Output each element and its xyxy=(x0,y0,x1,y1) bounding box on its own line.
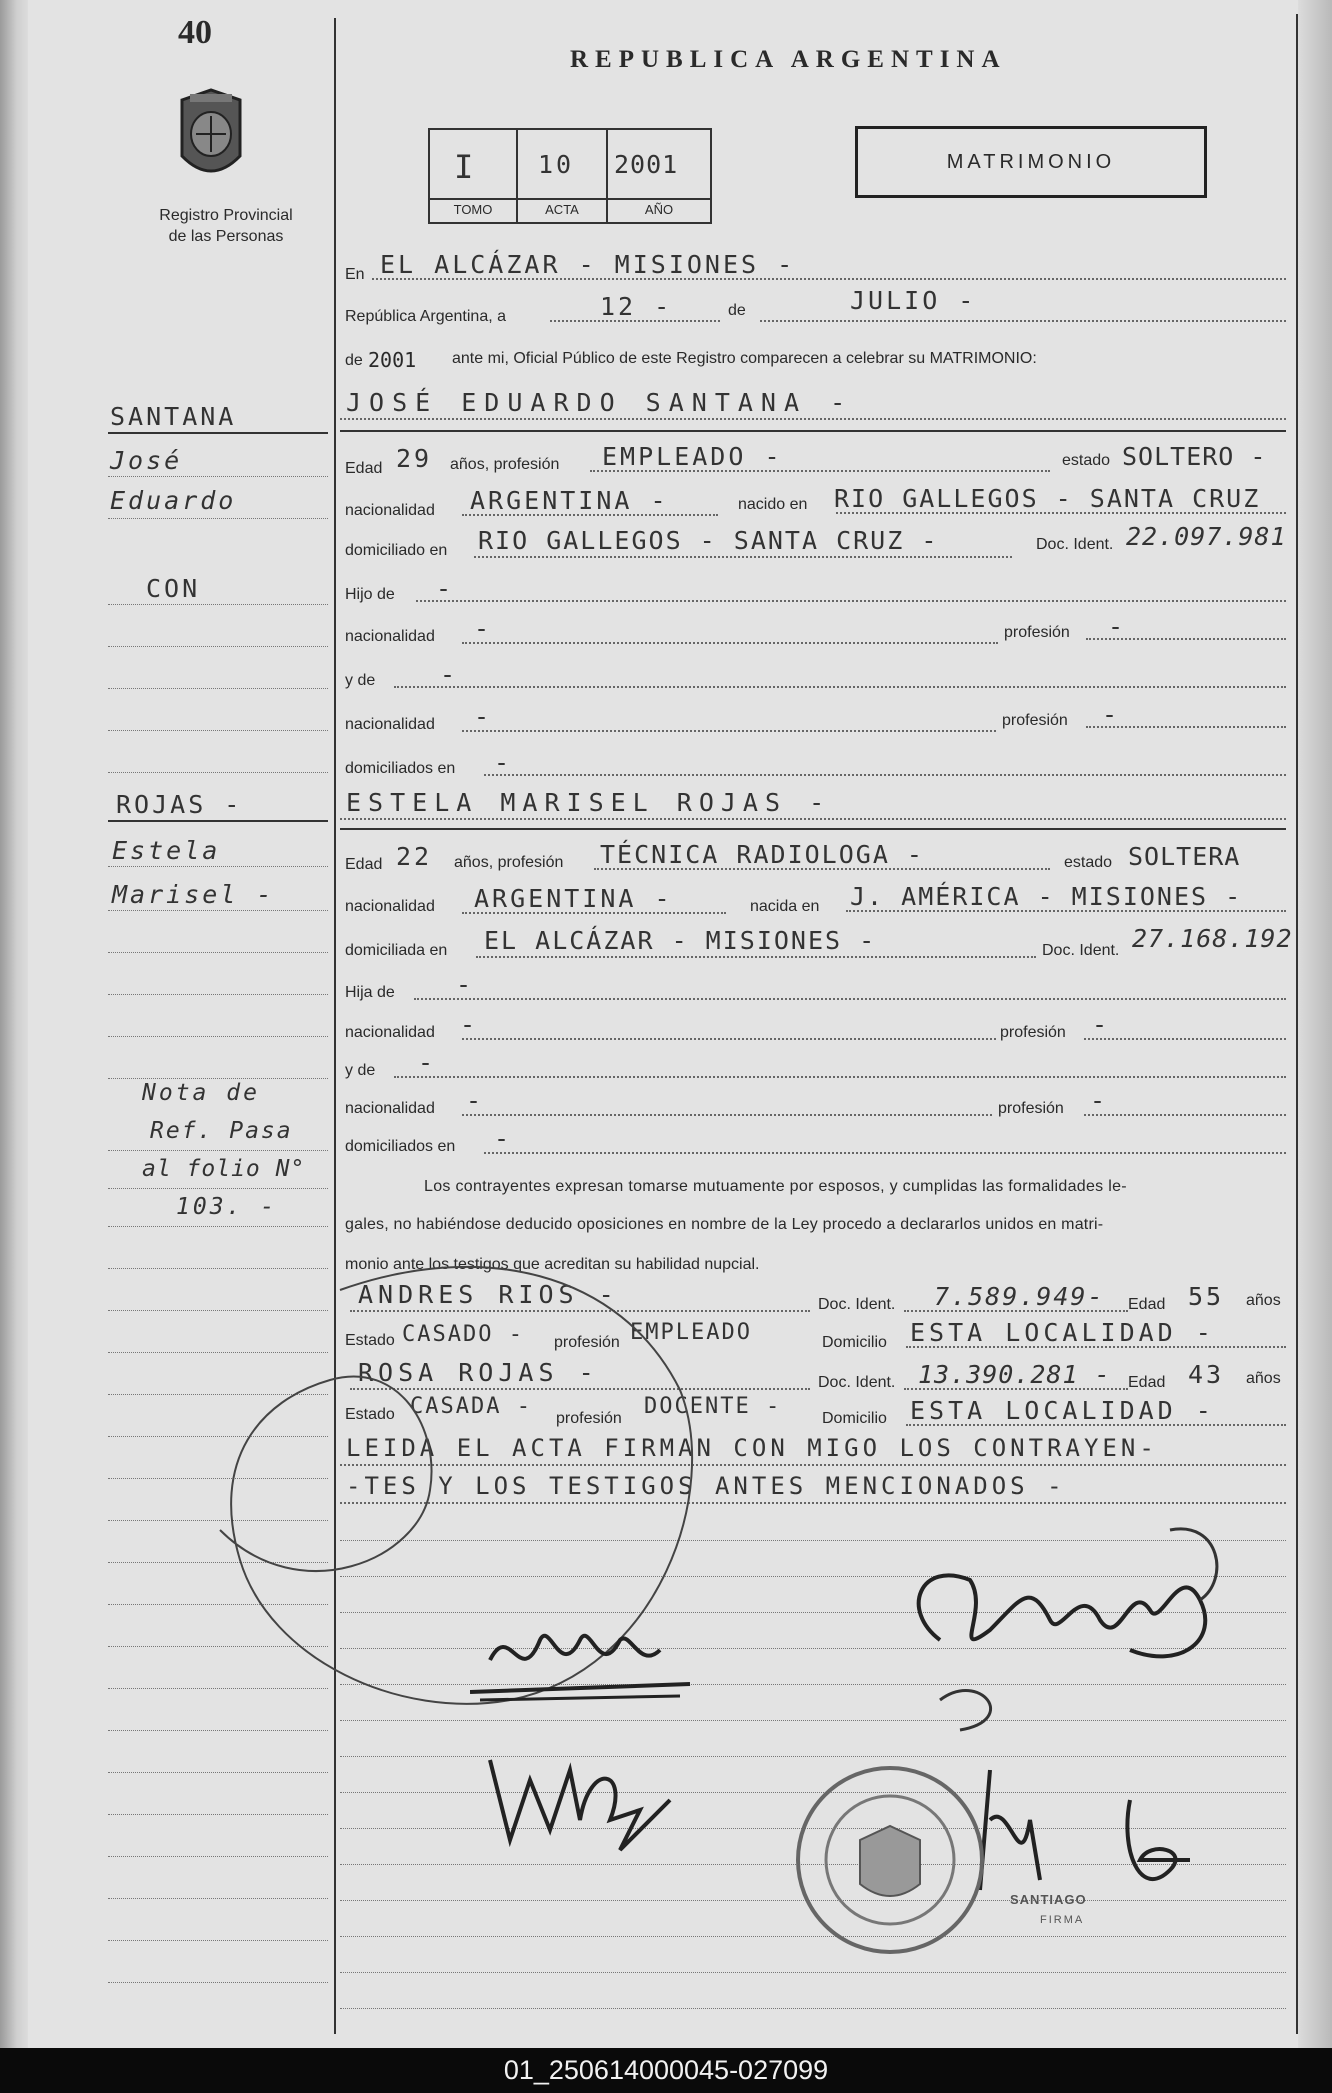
bride-mother-dash: - xyxy=(418,1048,437,1077)
declaration-line-1: Los contrayentes expresan tomarse mutuamente por esposos, y cumplidas las formalidades le- xyxy=(424,1178,1127,1195)
en-label: En xyxy=(345,266,365,283)
margin-bride-surname: ROJAS - xyxy=(116,790,243,819)
groom-doc-label: Doc. Ident. xyxy=(1036,536,1114,553)
country-title: REPUBLICA ARGENTINA xyxy=(570,46,1007,73)
witness2-name: ROSA ROJAS - xyxy=(358,1358,599,1387)
record-type: MATRIMONIO xyxy=(946,150,1116,173)
bride-edad-label: Edad xyxy=(345,856,383,873)
groom-estado: SOLTERO - xyxy=(1122,442,1267,471)
groom-prof3-label: profesión xyxy=(1002,712,1068,729)
closing-line-2: -TES Y LOS TESTIGOS ANTES MENCIONADOS - xyxy=(346,1472,1066,1500)
bride-profession: TÉCNICA RADIOLOGA - xyxy=(600,840,924,869)
marriage-place: EL ALCÁZAR - MISIONES - xyxy=(380,250,796,279)
registry-emblem-icon xyxy=(176,86,246,190)
bride-mother-prof-dash: - xyxy=(1090,1086,1109,1115)
signature-witness-icon xyxy=(480,1740,700,1860)
bride-yde-label: y de xyxy=(345,1062,376,1079)
groom-nac3-label: nacionalidad xyxy=(345,716,435,733)
margin-groom-surname: SANTANA xyxy=(110,402,237,431)
bride-domicile: EL ALCÁZAR - MISIONES - xyxy=(484,926,877,955)
year-prefix: de xyxy=(345,352,363,369)
witness1-age: 55 xyxy=(1188,1282,1225,1311)
bride-parents-dom-dash: - xyxy=(494,1124,513,1153)
groom-yde-label: y de xyxy=(345,672,376,689)
bride-estado: SOLTERA xyxy=(1128,842,1241,871)
bride-nac3-label: nacionalidad xyxy=(345,1100,435,1117)
groom-father-nat-dash: - xyxy=(474,614,493,643)
witness1-domicile: ESTA LOCALIDAD - xyxy=(910,1318,1215,1347)
groom-father-dash: - xyxy=(436,574,455,603)
acta-value: 10 xyxy=(538,150,575,179)
margin-con: CON xyxy=(146,574,201,603)
declaration-line-3: monio ante los testigos que acreditan su habilidad nupcial. xyxy=(345,1256,760,1273)
groom-dom-label: domiciliado en xyxy=(345,542,448,559)
tomo-value: I xyxy=(454,148,477,186)
witness2-profession: DOCENTE - xyxy=(644,1394,782,1419)
republica-label: República Argentina, a xyxy=(345,308,506,325)
witness1-edad-label: Edad xyxy=(1128,1296,1166,1313)
signature-second-officer-icon xyxy=(970,1760,1210,1910)
groom-anos-prof-label: años, profesión xyxy=(450,456,560,473)
official-seal-icon xyxy=(790,1760,990,1960)
bride-prof3-label: profesión xyxy=(998,1100,1064,1117)
bride-nac-label: nacionalidad xyxy=(345,898,435,915)
ano-label: AÑO xyxy=(644,202,674,217)
groom-mother-dash: - xyxy=(440,660,459,689)
groom-prof2-label: profesión xyxy=(1004,624,1070,641)
de-label: de xyxy=(728,302,746,319)
bride-father-dash: - xyxy=(456,970,475,999)
witness1-profession: EMPLEADO xyxy=(630,1320,752,1345)
witness1-estado: CASADO - xyxy=(402,1322,524,1347)
groom-edad-label: Edad xyxy=(345,460,383,477)
bride-doc: 27.168.192 xyxy=(1132,924,1293,953)
signature-officer-icon xyxy=(880,1520,1240,1740)
book-spine xyxy=(0,0,28,2048)
groom-full-name: JOSÉ EDUARDO SANTANA - xyxy=(346,388,854,417)
witness1-name: ANDRES RIOS - xyxy=(358,1280,619,1309)
margin-groom-name-2: Eduardo xyxy=(110,486,237,515)
bride-nacida-label: nacida en xyxy=(750,898,820,915)
tomo-label: TOMO xyxy=(453,202,493,217)
registry-name xyxy=(120,205,332,247)
bride-prof2-label: profesión xyxy=(1000,1024,1066,1041)
witness1-doc-label: Doc. Ident. xyxy=(818,1296,896,1313)
bride-hija-label: Hija de xyxy=(345,984,395,1001)
bride-nationality: ARGENTINA - xyxy=(474,884,673,913)
intro-sentence: ante mi, Oficial Público de este Registro comparecen a celebrar su MATRIMONIO: xyxy=(452,350,1037,367)
groom-father-prof-dash: - xyxy=(1108,612,1127,641)
groom-doc: 22.097.981 xyxy=(1126,522,1287,551)
bride-dom-label: domiciliada en xyxy=(345,942,448,959)
witness2-anos-label: años xyxy=(1246,1370,1281,1387)
groom-mother-nat-dash: - xyxy=(474,702,493,731)
groom-age: 29 xyxy=(396,444,433,473)
groom-estado-label: estado xyxy=(1062,452,1111,469)
groom-nac2-label: nacionalidad xyxy=(345,628,435,645)
right-border-line xyxy=(1296,14,1298,2034)
scan-footer xyxy=(0,2048,1332,2093)
page-number: 40 xyxy=(178,14,212,51)
witness2-doc: 13.390.281 - xyxy=(918,1360,1111,1389)
margin-bride-name-2: Marisel - xyxy=(112,880,275,909)
record-box xyxy=(428,128,712,224)
witness1-dom-label: Domicilio xyxy=(822,1334,887,1351)
bride-father-prof-dash: - xyxy=(1092,1010,1111,1039)
bride-doc-label: Doc. Ident. xyxy=(1042,942,1120,959)
record-type-box xyxy=(855,126,1207,198)
groom-nacido-label: nacido en xyxy=(738,496,808,513)
bride-doms-label: domiciliados en xyxy=(345,1138,456,1155)
scan-footer-id: 01_250614000045-027099 xyxy=(503,2055,829,2085)
groom-birthplace: RIO GALLEGOS - SANTA CRUZ xyxy=(834,484,1261,513)
marriage-year: 2001 xyxy=(368,348,417,372)
bride-full-name: ESTELA MARISEL ROJAS - xyxy=(346,788,832,817)
ano-value: 2001 xyxy=(614,150,679,179)
bride-father-nat-dash: - xyxy=(460,1010,479,1039)
groom-nationality: ARGENTINA - xyxy=(470,486,669,515)
stamp-officer-name: SANTIAGO xyxy=(1010,1892,1087,1907)
margin-note-3: al folio N° xyxy=(142,1156,306,1182)
groom-parents-dom-dash: - xyxy=(494,748,513,777)
groom-hijo-label: Hijo de xyxy=(345,586,395,603)
witness2-dom-label: Domicilio xyxy=(822,1410,887,1427)
witness1-estado-label: Estado xyxy=(345,1332,395,1349)
witness1-anos-label: años xyxy=(1246,1292,1281,1309)
witness2-age: 43 xyxy=(1188,1360,1225,1389)
bride-mother-nat-dash: - xyxy=(466,1086,485,1115)
declaration-line-2: gales, no habiéndose deducido oposiciones en nombre de la Ley procedo a declararlos unidos en matri- xyxy=(345,1216,1104,1233)
marriage-day: 12 - xyxy=(600,292,673,321)
witness2-doc-label: Doc. Ident. xyxy=(818,1374,896,1391)
registry-line-1: Registro Provincial xyxy=(159,207,293,224)
margin-note-4: 103. - xyxy=(176,1194,278,1220)
witness2-prof-label: profesión xyxy=(556,1410,622,1427)
marriage-month: JULIO - xyxy=(850,286,977,315)
bride-anos-prof-label: años, profesión xyxy=(454,854,564,871)
closing-line-1: LEIDA EL ACTA FIRMAN CON MIGO LOS CONTRAYEN- xyxy=(346,1434,1158,1462)
witness1-doc: 7.589.949- xyxy=(934,1282,1105,1311)
bride-nac2-label: nacionalidad xyxy=(345,1024,435,1041)
groom-doms-label: domiciliados en xyxy=(345,760,456,777)
margin-note-2: Ref. Pasa xyxy=(150,1118,293,1144)
margin-bride-name-1: Estela xyxy=(112,836,221,865)
witness2-estado-label: Estado xyxy=(345,1406,395,1423)
stamp-officer-title: FIRMA xyxy=(1040,1914,1085,1926)
groom-nac-label: nacionalidad xyxy=(345,502,435,519)
witness1-prof-label: profesión xyxy=(554,1334,620,1351)
groom-mother-prof-dash: - xyxy=(1102,700,1121,729)
acta-label: ACTA xyxy=(545,202,579,217)
bride-estado-label: estado xyxy=(1064,854,1113,871)
witness2-domicile: ESTA LOCALIDAD - xyxy=(910,1396,1215,1425)
signature-groom-icon xyxy=(470,1600,700,1710)
groom-domicile: RIO GALLEGOS - SANTA CRUZ - xyxy=(478,526,939,555)
page-edge xyxy=(1298,0,1332,2048)
margin-note-1: Nota de xyxy=(142,1080,260,1106)
registry-line-2: de las Personas xyxy=(168,228,284,245)
bride-age: 22 xyxy=(396,842,433,871)
witness2-estado: CASADA - xyxy=(410,1394,532,1419)
groom-profession: EMPLEADO - xyxy=(602,442,783,471)
witness2-edad-label: Edad xyxy=(1128,1374,1166,1391)
bride-birthplace: J. AMÉRICA - MISIONES - xyxy=(850,882,1243,911)
margin-groom-name-1: José xyxy=(110,446,183,475)
